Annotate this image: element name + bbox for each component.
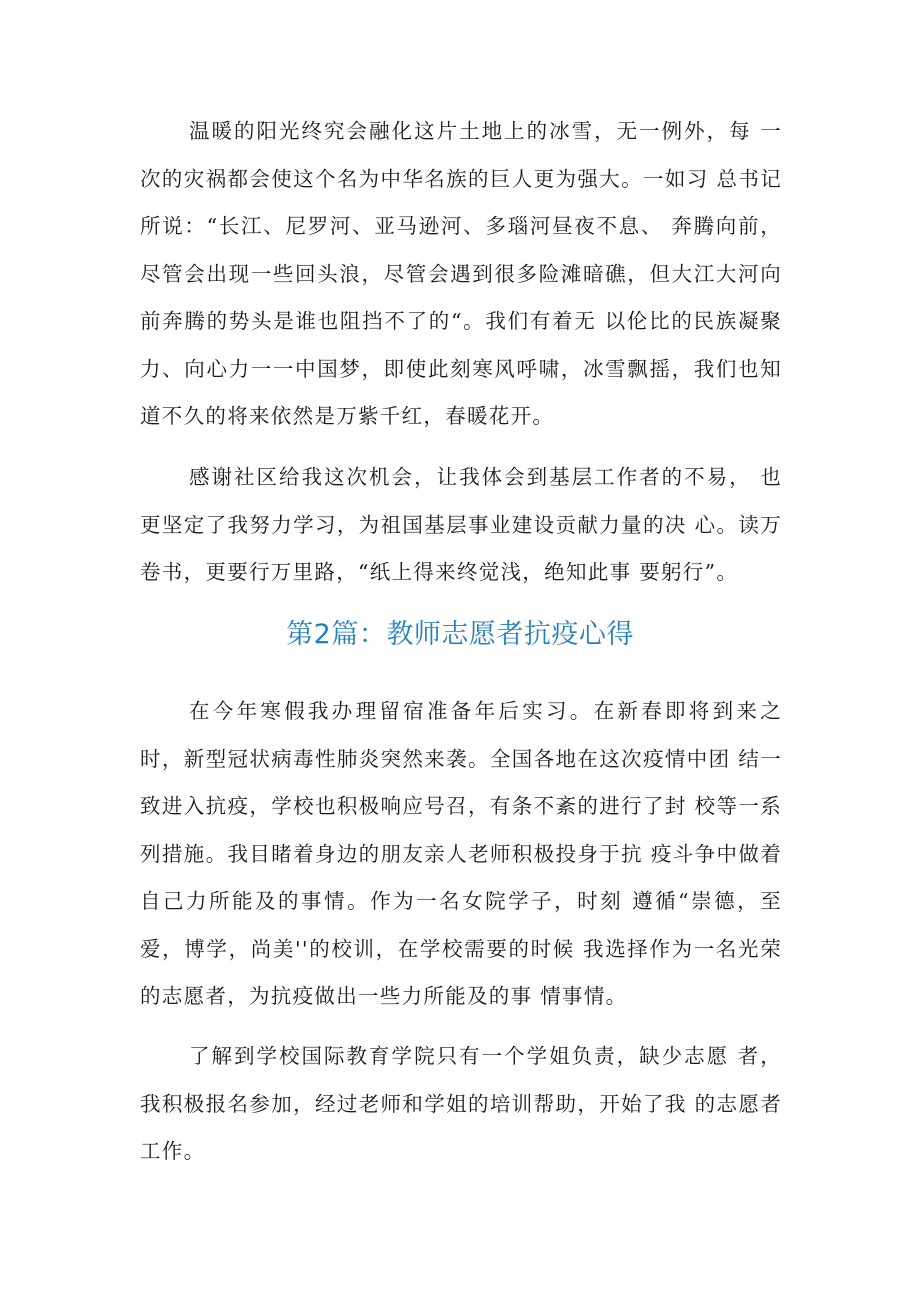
body-paragraph-1: 温暖的阳光终究会融化这片土地上的冰雪，无一例外，每 一次的灾祸都会使这个名为中华名族的巨人更为强大。一如习 总书记所说：“长江、尼罗河、亚马逊河、多瑙河昼夜不息、 奔腾向前，尽管会出现一些回头浪，尽管会遇到很多险滩暗礁，但大江大河向前奔腾的势头是谁也阻挡不了的“。我们有着无 以伦比的民族凝聚力、向心力一一中国梦，即使此刻寒风呼啸，冰雪飘摇，我们也知道不久的将来依然是万紫千红，春暖花开。: [140, 119, 782, 428]
body-paragraph-2: 感谢社区给我这次机会，让我体会到基层工作者的不易， 也更坚定了我努力学习，为祖国基层事业建设贡献力量的决 心。读万卷书，更要行万里路，“纸上得来终觉浅，绝知此事 要躬行”。: [140, 465, 782, 584]
body-paragraph-4: 了解到学校国际教育学院只有一个学姐负责，缺少志愿 者，我积极报名参加，经过老师和学姐的培训帮助，开始了我 的志愿者工作。: [140, 1044, 782, 1163]
section-heading: 第2篇：教师志愿者抗疫心得: [286, 619, 634, 650]
body-paragraph-3: 在今年寒假我办理留宿准备年后实习。在新春即将到来之 时，新型冠状病毒性肺炎突然来袭。全国各地在这次疫情中团 结一致进入抗疫，学校也积极响应号召，有条不紊的进行了封 校等一系列措施。我目睹着身边的朋友亲人老师积极投身于抗 疫斗争中做着自己力所能及的事情。作为一名女院学子，时刻 遵循“崇德，至爱，博学，尚美''的校训，在学校需要的时候 我选择作为一名光荣的志愿者，为抗疫做出一些力所能及的事 情事情。: [140, 699, 782, 1008]
